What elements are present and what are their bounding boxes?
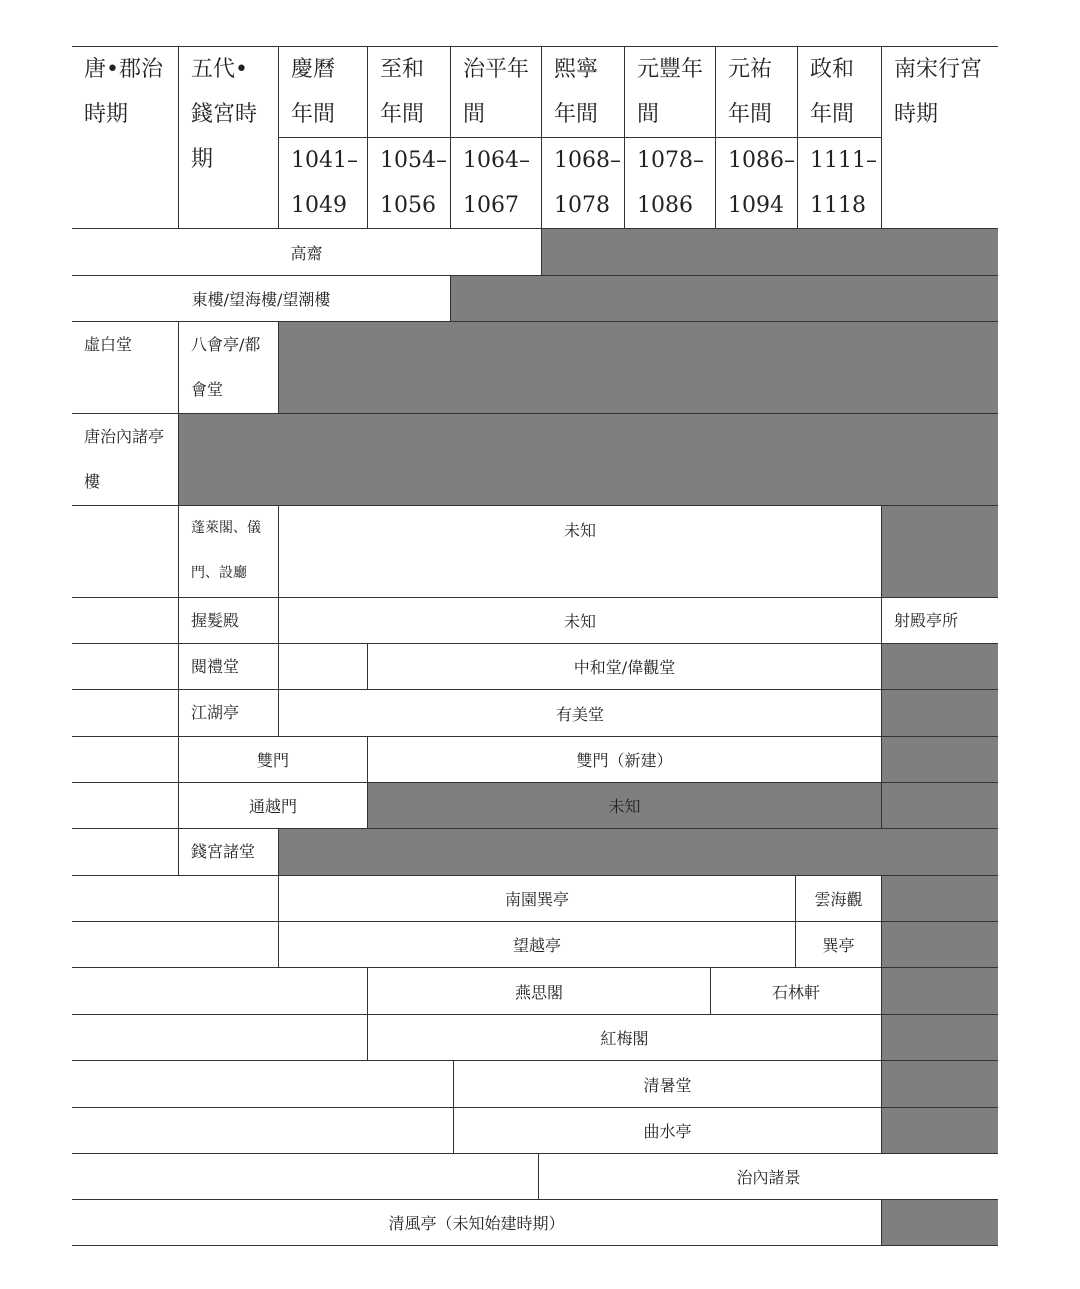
cell-shilin: 石林軒	[710, 967, 881, 1014]
cell-shuangmen: 雙門	[178, 736, 367, 782]
cell-zhinei: 治內諸景	[538, 1153, 998, 1199]
shaded-cell	[450, 275, 998, 321]
empty-cell	[72, 1060, 453, 1107]
years-qingli: 1041–1049	[278, 137, 367, 228]
table-bottom-border	[72, 1245, 998, 1246]
cell-qiangong: 錢宮諸堂	[178, 828, 278, 875]
shaded-cell	[278, 321, 998, 413]
empty-cell	[72, 597, 178, 643]
cell-xunting: 巽亭	[795, 921, 881, 967]
empty-cell	[278, 643, 367, 689]
years-xining: 1068–1078	[541, 137, 624, 228]
empty-cell	[72, 736, 178, 782]
shaded-cell	[541, 228, 998, 275]
empty-cell	[72, 689, 178, 736]
cell-nanyuan: 南園巽亭	[278, 875, 795, 921]
cell-donglou: 東樓/望海樓/望潮樓	[72, 275, 450, 321]
cell-wofa: 握髮殿	[178, 597, 278, 643]
cell-bahui: 八會亭/都會堂	[178, 321, 278, 413]
shaded-cell	[881, 1060, 998, 1107]
header-yuanfeng: 元豐年間	[624, 46, 715, 137]
years-zhiping: 1064–1067	[450, 137, 541, 228]
shaded-cell	[881, 643, 998, 689]
header-tang: 唐•郡治時期	[72, 46, 178, 228]
cell-tongyue: 通越門	[178, 782, 367, 828]
cell-yansi: 燕思閣	[367, 967, 710, 1014]
header-zhihe: 至和年間	[367, 46, 450, 137]
cell-qingshu: 清暑堂	[453, 1060, 881, 1107]
shaded-cell	[881, 921, 998, 967]
empty-cell	[72, 1107, 453, 1153]
shaded-cell	[881, 875, 998, 921]
cell-sheting: 射殿亭所	[881, 597, 998, 643]
header-nansong: 南宋行宮時期	[881, 46, 998, 228]
cell-hongmei: 紅梅閣	[367, 1014, 881, 1060]
shaded-cell	[278, 828, 998, 875]
cell-jianghu: 江湖亭	[178, 689, 278, 736]
cell-zhonghe: 中和堂/偉觀堂	[367, 643, 881, 689]
empty-cell	[72, 505, 178, 597]
empty-cell	[72, 921, 278, 967]
empty-cell	[72, 1014, 367, 1060]
cell-youmei: 有美堂	[278, 689, 881, 736]
cell-qushui: 曲水亭	[453, 1107, 881, 1153]
header-yuanyou: 元祐年間	[715, 46, 797, 137]
shaded-cell	[881, 505, 998, 597]
header-xining: 熙寧年間	[541, 46, 624, 137]
empty-cell	[72, 875, 278, 921]
header-zhenghe: 政和年間	[797, 46, 881, 137]
empty-cell	[72, 643, 178, 689]
shaded-cell	[881, 1199, 998, 1245]
empty-cell	[72, 828, 178, 875]
header-wudai: 五代•錢宮時期	[178, 46, 278, 228]
shaded-cell	[881, 1014, 998, 1060]
cell-shuangmen-new: 雙門（新建）	[367, 736, 881, 782]
shaded-cell	[881, 736, 998, 782]
shaded-cell	[881, 782, 998, 828]
cell-unknown-shaded: 未知	[367, 782, 881, 828]
cell-qingfeng: 清風亭（未知始建時期）	[72, 1199, 881, 1245]
empty-cell	[72, 1153, 538, 1199]
cell-unknown: 未知	[278, 505, 881, 597]
cell-xubai: 虛白堂	[72, 321, 178, 413]
cell-penglai: 蓬萊閣、儀門、設廳	[178, 505, 278, 597]
header-zhiping: 治平年間	[450, 46, 541, 137]
shaded-cell	[881, 1107, 998, 1153]
shaded-cell	[178, 413, 998, 505]
years-yuanyou: 1086–1094	[715, 137, 797, 228]
header-qingli: 慶曆年間	[278, 46, 367, 137]
years-yuanfeng: 1078–1086	[624, 137, 715, 228]
cell-wangyue: 望越亭	[278, 921, 795, 967]
empty-cell	[72, 782, 178, 828]
cell-yueli: 閱禮堂	[178, 643, 278, 689]
shaded-cell	[881, 967, 998, 1014]
years-zhenghe: 1111–1118	[797, 137, 881, 228]
cell-tangting: 唐治內諸亭樓	[72, 413, 178, 505]
years-zhihe: 1054–1056	[367, 137, 450, 228]
empty-cell	[72, 967, 367, 1014]
cell-unknown: 未知	[278, 597, 881, 643]
cell-yunhai: 雲海觀	[795, 875, 881, 921]
cell-gaozhai: 高齋	[72, 228, 541, 275]
shaded-cell	[881, 689, 998, 736]
